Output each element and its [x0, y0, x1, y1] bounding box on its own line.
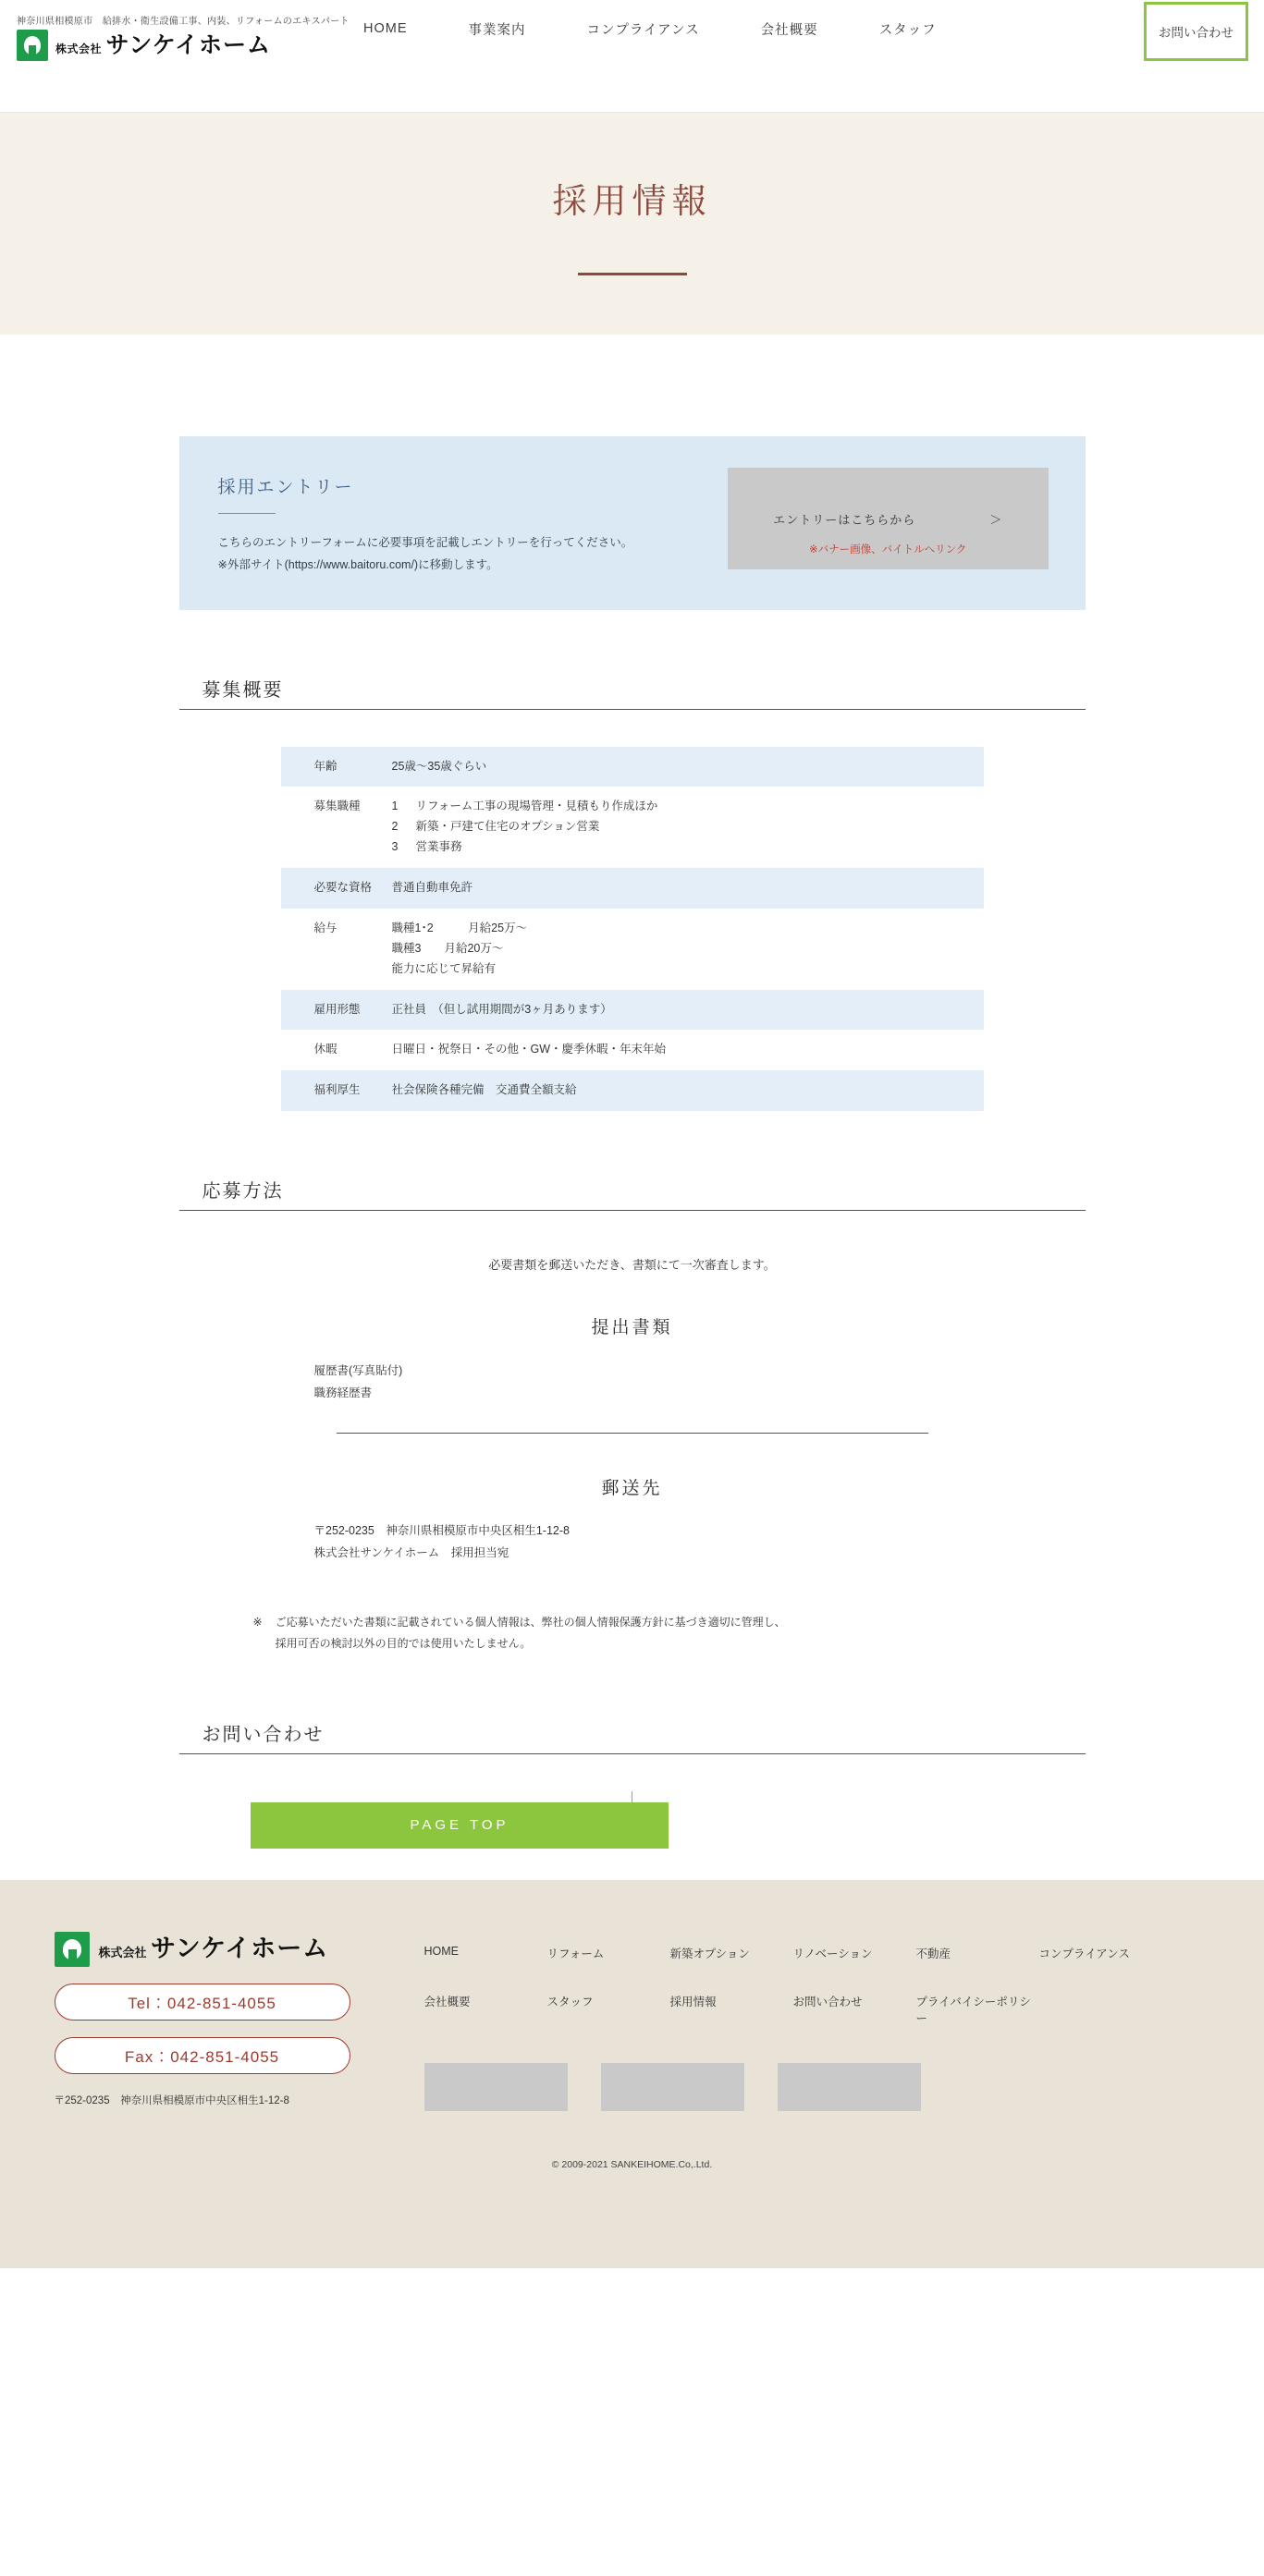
footer-banners	[424, 2063, 1238, 2111]
table-row	[281, 868, 984, 909]
pagetop-zone	[0, 1791, 1264, 1880]
footer-link-renovation[interactable]: リノベーション	[792, 1947, 873, 1960]
apply-lead-text: 必要書類を郵送いただき、書類にて一次審査します。	[488, 1258, 776, 1273]
brand[interactable]	[0, 0, 350, 61]
brand-kabushiki: 株式会社	[55, 42, 103, 55]
documents-list	[281, 1361, 984, 1405]
page-hero	[0, 113, 1264, 335]
footer-banner-3[interactable]	[778, 2063, 921, 2111]
entry-text-line1: こちらのエントリーフォームに必要事項を記載しエントリーを行ってください。	[217, 536, 633, 549]
row-value-positions	[383, 787, 984, 868]
nav-item-compliance[interactable]: コンプライアンス	[586, 22, 700, 38]
table-row	[281, 909, 984, 990]
page-title: 採用情報	[552, 181, 712, 220]
entry-banner-label: エントリーはこちらから	[773, 512, 916, 527]
site-header	[0, 0, 1264, 113]
main-nav	[333, 0, 1264, 57]
footer-company-logo-icon	[55, 1932, 90, 1967]
row-label-employment: 雇用形態	[313, 1002, 361, 1016]
note-mark: ※	[252, 1616, 263, 1630]
row-value-benefits: 社会保険各種完備 交通費全額支給	[391, 1083, 577, 1097]
list-number: 3	[391, 840, 399, 854]
footer-link-home[interactable]: HOME	[423, 1944, 459, 1958]
section-heading-contact: お問い合わせ	[179, 1719, 1086, 1754]
list-text: リフォーム工事の現場管理・見積もり作成ほか	[415, 800, 658, 813]
row-value-license: 普通自動車免許	[391, 881, 473, 894]
note-line1: ご応募いただいた書類に記載されている個人情報は、弊社の個人情報保護方針に基づき適切に管理し、	[275, 1616, 786, 1630]
contact-button[interactable]: お問い合わせ	[1144, 2, 1248, 61]
footer-link-staff[interactable]: スタッフ	[546, 1995, 594, 2008]
hero-divider	[578, 273, 687, 275]
brand-tagline: 神奈川県相模原市 給排水・衛生設備工事、内装、リフォームのエキスパート	[17, 17, 350, 27]
note-body	[276, 1612, 786, 1654]
entry-text-line2: ※外部サイト(https://www.baitoru.com/)に移動します。	[217, 557, 498, 571]
row-label-benefits: 福利厚生	[313, 1083, 361, 1097]
job-overview-table	[281, 747, 984, 1112]
row-label-age: 年齢	[313, 759, 337, 773]
footer-link-contact[interactable]: お問い合わせ	[792, 1995, 863, 2008]
row-value-employment: 正社員 （但し試用期間が3ヶ月あります）	[391, 1002, 612, 1016]
list-number: 1	[391, 800, 399, 813]
brand-name: サンケイホーム	[105, 31, 271, 58]
row-label-salary: 給与	[313, 921, 337, 934]
footer-link-recruit[interactable]: 採用情報	[669, 1995, 717, 2008]
salary-line-2: 職種3 月給20万〜	[391, 941, 504, 955]
footer-link-new-option[interactable]: 新築オプション	[669, 1947, 750, 1960]
nav-item-home[interactable]: HOME	[363, 21, 408, 36]
subheading-post: 郵送先	[601, 1478, 663, 1498]
subheading-documents: 提出書類	[591, 1318, 673, 1338]
nav-item-staff[interactable]: スタッフ	[878, 22, 937, 38]
copyright: © 2009-2021 SANKEIHOME.Co,.Ltd.	[551, 2158, 713, 2170]
footer-brand-name: サンケイホーム	[150, 1935, 329, 1963]
footer-link-reform[interactable]: リフォーム	[546, 1947, 605, 1960]
row-label-holidays: 休暇	[313, 1043, 337, 1056]
site-footer	[0, 1880, 1264, 2268]
phone-button[interactable]: Tel：042-851-4055	[55, 1984, 350, 2021]
salary-line-1: 職種1･2 月給25万〜	[391, 921, 528, 934]
company-logo-icon	[17, 30, 48, 61]
post-address-line1: 〒252-0235 神奈川県相模原市中央区相生1-12-8	[313, 1523, 570, 1537]
footer-links	[424, 1945, 1164, 2057]
section-heading-apply: 応募方法	[179, 1176, 1086, 1211]
list-text: 新築・戸建て住宅のオプション営業	[415, 820, 600, 834]
table-row	[281, 1070, 984, 1111]
footer-link-realestate[interactable]: 不動産	[915, 1947, 951, 1960]
row-value-holidays: 日曜日・祝祭日・その他・GW・慶季休暇・年末年始	[391, 1043, 667, 1056]
chevron-right-icon: ＞	[989, 512, 1003, 527]
footer-link-privacy[interactable]: プライバイシーポリシー	[915, 1995, 1031, 2025]
row-label-positions: 募集職種	[313, 800, 361, 813]
list-text: 営業事務	[415, 840, 462, 854]
table-row	[281, 747, 984, 787]
footer-brand-kabushiki: 株式会社	[98, 1946, 147, 1960]
footer-address: 〒252-0235 神奈川県相模原市中央区相生1-12-8	[54, 2094, 289, 2106]
entry-title: 採用エントリー	[217, 478, 354, 497]
divider	[337, 1433, 928, 1434]
footer-link-company[interactable]: 会社概要	[423, 1995, 471, 2008]
entry-panel	[179, 436, 1086, 610]
row-value-salary	[383, 909, 984, 990]
list-item: 履歴書(写真貼付)	[313, 1364, 403, 1378]
page-top-button[interactable]: PAGE TOP	[251, 1802, 669, 1849]
footer-banner-2[interactable]	[601, 2063, 744, 2111]
table-row	[281, 1030, 984, 1070]
footer-link-compliance[interactable]: コンプライアンス	[1038, 1947, 1130, 1960]
post-address-line2: 株式会社サンケイホーム 採用担当宛	[313, 1546, 509, 1559]
post-address	[281, 1520, 984, 1565]
entry-banner[interactable]	[728, 468, 1049, 569]
entry-banner-note: ※バナー画像、バイトルへリンク	[809, 544, 967, 555]
footer-banner-1[interactable]	[424, 2063, 568, 2111]
nav-item-business[interactable]: 事業案内	[468, 22, 526, 38]
list-number: 2	[391, 820, 399, 834]
row-label-license: 必要な資格	[313, 881, 373, 894]
salary-line-3: 能力に応じて昇給有	[391, 961, 497, 975]
section-heading-overview: 募集概要	[179, 675, 1086, 710]
row-value-age: 25歳〜35歳ぐらい	[391, 759, 487, 773]
footer-brand[interactable]	[55, 1932, 424, 1967]
table-row	[281, 990, 984, 1031]
table-row	[281, 787, 984, 868]
list-item: 職務経歴書	[313, 1386, 373, 1399]
entry-title-underline	[218, 513, 276, 514]
fax-button: Fax：042-851-4055	[55, 2037, 350, 2074]
nav-item-company[interactable]: 会社概要	[760, 22, 818, 38]
note-line2: 採用可否の検討以外の目的では使用いたしません。	[275, 1637, 532, 1651]
privacy-note	[235, 1612, 1030, 1654]
